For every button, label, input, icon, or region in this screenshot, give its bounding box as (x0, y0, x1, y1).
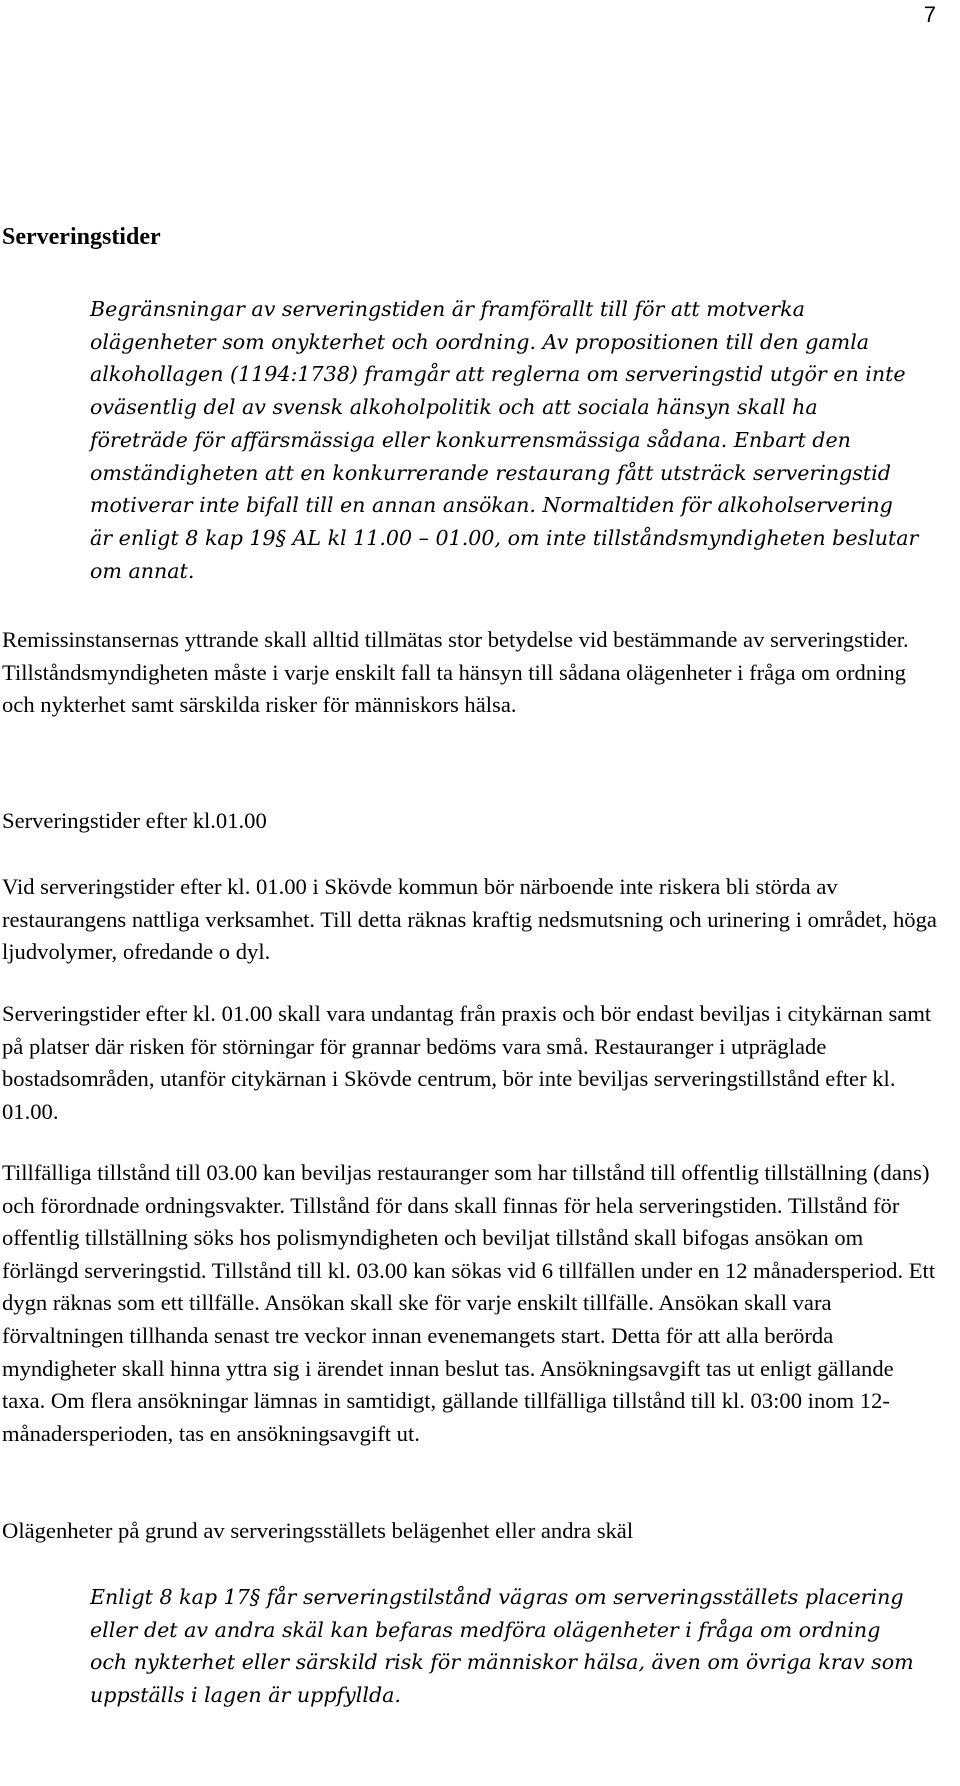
paragraph-exception: Serveringstider efter kl. 01.00 skall vara undantag från praxis och bör endast beviljas i citykärnan samt på platser där risken för störningar för grannar bedöms vara små. Restauranger i utpräglade bostadsområden, utanför citykärnan i Skövde centrum, bör inte beviljas serveringstillstånd efter kl. 01.00. (2, 1001, 932, 1124)
paragraph-temporary-permits: Tillfälliga tillstånd till 03.00 kan beviljas restauranger som har tillstånd till offentlig tillställning (dans) och förordnade ordningsvakter. Tillstånd för dans skall finnas för hela serveringstiden. Tillstånd för offentlig tillställning söks hos polismyndigheten och beviljat tillstånd skall bifogas ansökan om förlängd serveringstid. Tillstånd till kl. 03.00 kan sökas vid 6 tillfällen under en 12 månadersperiod. Ett dygn räknas som ett tillfälle. Ansökan skall ske för varje enskilt tillfälle. Ansökan skall vara förvaltningen tillhanda senast tre veckor innan evenemangets start. Detta för att alla berörda myndigheter skall hinna yttra sig i ärendet innan beslut tas. Ansökningsavgift tas ut enligt gällande taxa. Om flera ansökningar lämnas in samtidigt, gällande tillfälliga tillstånd till kl. 03:00 inom 12-månadersperioden, tas en ansökningsavgift ut. (2, 1160, 936, 1446)
page-number: 7 (923, 2, 936, 27)
law-quote-serving-hours: Begränsningar av serveringstiden är framförallt till för att motverka olägenheter som onykterhet och oordning. Av propositionen till den gamla alkohollagen (1194:1738) framgår att reglerna om serveringstid utgör en inte oväsentlig del av svensk alkoholpolitik och att sociala hänsyn skall ha företräde för affärsmässiga eller konkurrensmässiga sådana. Enbart den omständigheten att en konkurrerande restaurang fått utsträck serveringstid motiverar inte bifall till en annan ansökan. Normaltiden för alkoholservering är enligt 8 kap 19§ AL kl 11.00 – 01.00, om inte tillståndsmyndigheten beslutar om annat. (90, 297, 919, 583)
subheading-inconveniences: Olägenheter på grund av serveringsställets belägenhet eller andra skäl (2, 1518, 634, 1543)
subheading-after-0100: Serveringstider efter kl.01.00 (2, 808, 267, 833)
law-quote-location: Enligt 8 kap 17§ får serveringstilstånd vägras om serveringsställets placering eller det av andra skäl kan befaras medföra olägenheter i fråga om ordning och nykterhet eller särskild risk för människor hälsa, även om övriga krav som uppställs i lagen är uppfyllda. (90, 1585, 914, 1708)
section-title: Serveringstider (2, 224, 161, 250)
paragraph-remiss: Remissinstansernas yttrande skall alltid tillmätas stor betydelse vid bestämmande av serveringstider. Tillståndsmyndigheten måste i varje enskilt fall ta hänsyn till sådana olägenheter i fråga om ordning och nykterhet samt särskilda risker för människors hälsa. (2, 627, 909, 718)
paragraph-neighbours: Vid serveringstider efter kl. 01.00 i Skövde kommun bör närboende inte riskera bli störda av restaurangens nattliga verksamhet. Till detta räknas kraftig nedsmutsning och urinering i området, höga ljudvolymer, ofredande o dyl. (2, 874, 937, 965)
